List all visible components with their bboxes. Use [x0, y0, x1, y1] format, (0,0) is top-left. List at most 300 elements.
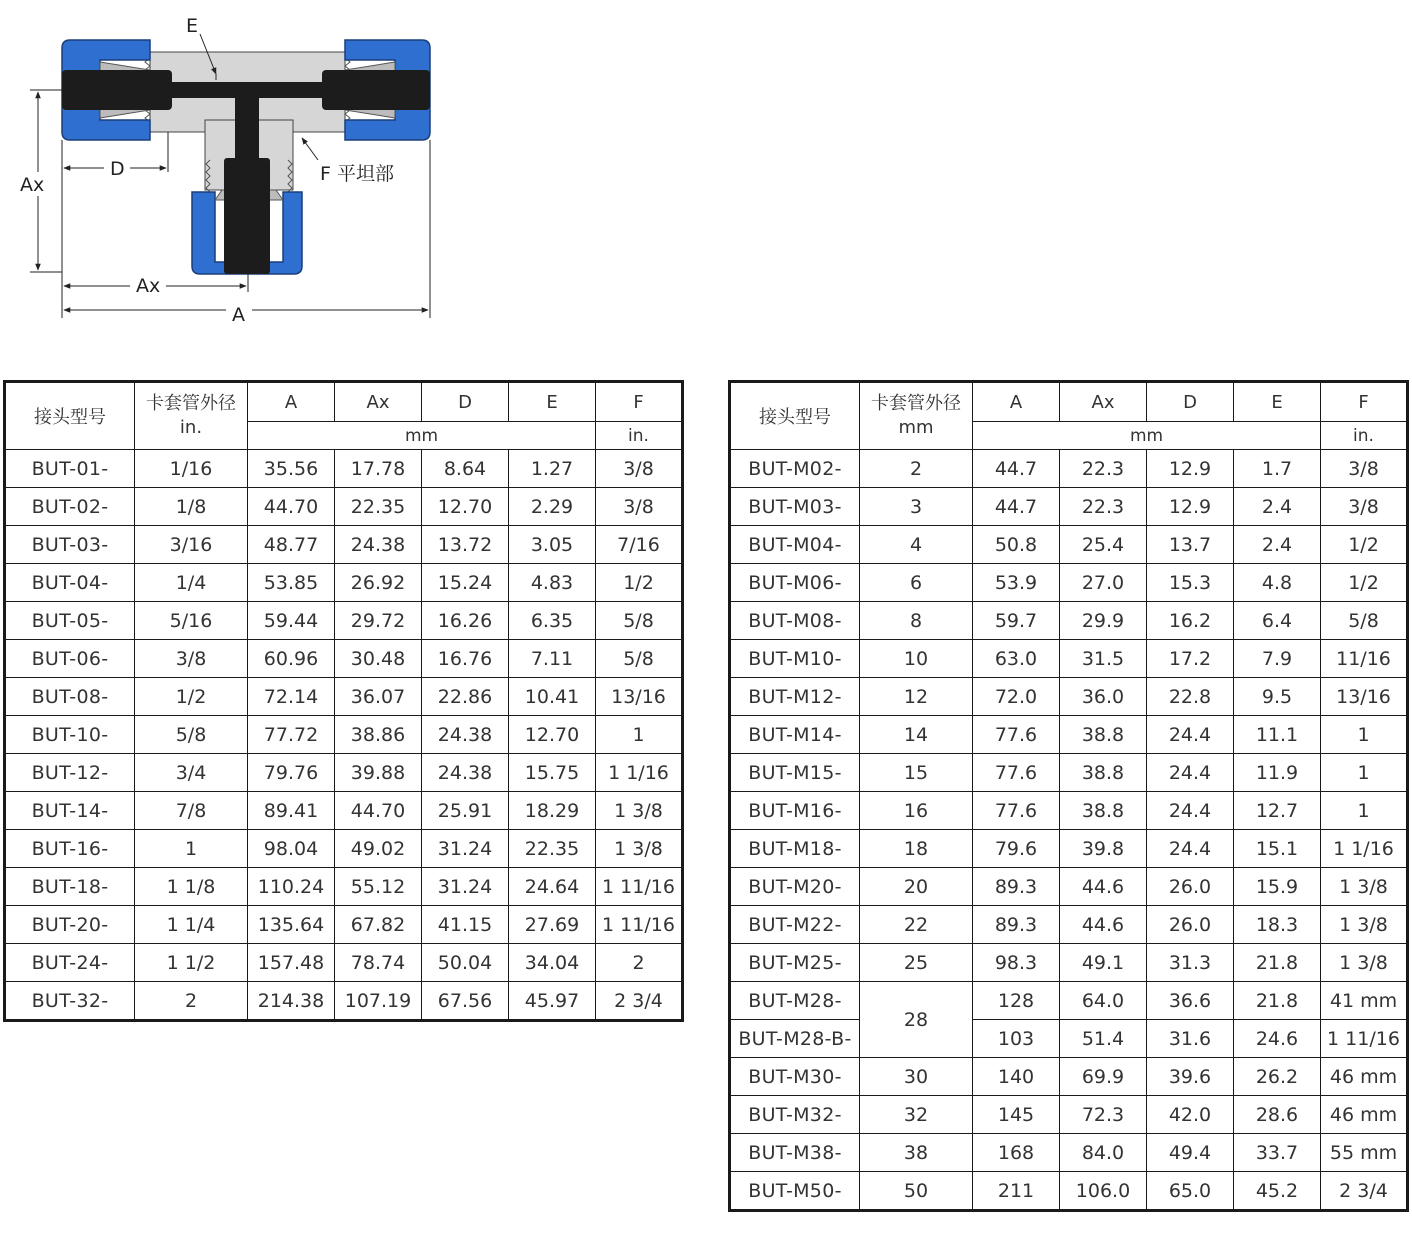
cell-e: 15.9 — [1234, 868, 1321, 906]
cell-d: 24.38 — [422, 754, 509, 792]
table-row — [730, 792, 1408, 830]
cell-e: 4.83 — [509, 564, 596, 602]
cell-ax: 44.6 — [1060, 906, 1147, 944]
cell-ax: 29.72 — [335, 602, 422, 640]
cell-d: 42.0 — [1147, 1096, 1234, 1134]
cell-model: BUT-01- — [5, 450, 135, 488]
cell-tube-od: 2 — [135, 982, 248, 1021]
cell-model: BUT-14- — [5, 792, 135, 830]
cell-a: 77.6 — [973, 792, 1060, 830]
cell-ax: 30.48 — [335, 640, 422, 678]
table-row — [5, 488, 683, 526]
cell-ax: 64.0 — [1060, 982, 1147, 1020]
cell-f: 1 3/8 — [1321, 906, 1408, 944]
table-row — [730, 868, 1408, 906]
cell-f: 1 1/16 — [596, 754, 683, 792]
table-row — [5, 982, 683, 1021]
cell-f: 46 mm — [1321, 1058, 1408, 1096]
cell-model: BUT-16- — [5, 830, 135, 868]
cell-tube-od: 1/4 — [135, 564, 248, 602]
cell-model: BUT-M22- — [730, 906, 860, 944]
table-row — [730, 716, 1408, 754]
cell-f: 1 11/16 — [1321, 1020, 1408, 1058]
table-row — [5, 564, 683, 602]
cell-tube-od: 3/16 — [135, 526, 248, 564]
cell-e: 21.8 — [1234, 982, 1321, 1020]
header-col-a: A — [248, 382, 335, 422]
cell-model: BUT-M25- — [730, 944, 860, 982]
cell-tube-od: 20 — [860, 868, 973, 906]
cell-model: BUT-10- — [5, 716, 135, 754]
cell-d: 15.3 — [1147, 564, 1234, 602]
cell-ax: 22.3 — [1060, 450, 1147, 488]
cell-model: BUT-M02- — [730, 450, 860, 488]
cell-f: 1 — [1321, 716, 1408, 754]
table-row — [5, 868, 683, 906]
cell-tube-od: 5/8 — [135, 716, 248, 754]
cell-e: 22.35 — [509, 830, 596, 868]
cell-f: 1 1/16 — [1321, 830, 1408, 868]
cell-e: 15.1 — [1234, 830, 1321, 868]
cell-ax: 38.8 — [1060, 716, 1147, 754]
cell-f: 1 11/16 — [596, 868, 683, 906]
cell-f: 5/8 — [596, 602, 683, 640]
cell-tube-od: 16 — [860, 792, 973, 830]
table-row — [5, 754, 683, 792]
header-tube-od-unit: in. — [179, 417, 203, 438]
cell-tube-od: 18 — [860, 830, 973, 868]
header-col-a: A — [973, 382, 1060, 422]
cell-a: 89.3 — [973, 906, 1060, 944]
cell-a: 79.6 — [973, 830, 1060, 868]
cell-e: 12.70 — [509, 716, 596, 754]
header-col-e: E — [509, 382, 596, 422]
cell-ax: 22.3 — [1060, 488, 1147, 526]
cell-f: 13/16 — [1321, 678, 1408, 716]
cell-d: 24.4 — [1147, 830, 1234, 868]
cell-a: 77.6 — [973, 716, 1060, 754]
cell-f: 7/16 — [596, 526, 683, 564]
cell-d: 24.38 — [422, 716, 509, 754]
cell-tube-od: 4 — [860, 526, 973, 564]
header-model: 接头型号 — [730, 382, 860, 450]
table-row — [730, 1096, 1408, 1134]
cell-e: 1.7 — [1234, 450, 1321, 488]
cell-ax: 72.3 — [1060, 1096, 1147, 1134]
header-col-ax: Ax — [335, 382, 422, 422]
cell-tube-od: 1/8 — [135, 488, 248, 526]
header-unit-mm: mm — [973, 422, 1321, 450]
cell-model: BUT-04- — [5, 564, 135, 602]
cell-e: 11.1 — [1234, 716, 1321, 754]
cell-model: BUT-12- — [5, 754, 135, 792]
cell-ax: 38.8 — [1060, 754, 1147, 792]
cell-a: 98.3 — [973, 944, 1060, 982]
cell-model: BUT-M28- — [730, 982, 860, 1020]
table-row — [730, 1172, 1408, 1211]
cell-a: 135.64 — [248, 906, 335, 944]
cell-f: 1/2 — [1321, 526, 1408, 564]
cell-ax: 49.02 — [335, 830, 422, 868]
cell-e: 10.41 — [509, 678, 596, 716]
tee-fitting-cross-section-diagram — [0, 0, 470, 330]
cell-a: 77.72 — [248, 716, 335, 754]
cell-f: 1 11/16 — [596, 906, 683, 944]
cell-tube-od: 3 — [860, 488, 973, 526]
cell-a: 157.48 — [248, 944, 335, 982]
cell-a: 79.76 — [248, 754, 335, 792]
cell-tube-od: 1 1/2 — [135, 944, 248, 982]
table-row — [730, 602, 1408, 640]
cell-ax: 39.88 — [335, 754, 422, 792]
cell-model: BUT-M15- — [730, 754, 860, 792]
cell-a: 44.7 — [973, 450, 1060, 488]
cell-ax: 84.0 — [1060, 1134, 1147, 1172]
cell-tube-od: 7/8 — [135, 792, 248, 830]
cell-f: 3/8 — [1321, 488, 1408, 526]
cell-tube-od: 50 — [860, 1172, 973, 1211]
cell-model: BUT-M20- — [730, 868, 860, 906]
cell-d: 13.7 — [1147, 526, 1234, 564]
cell-ax: 67.82 — [335, 906, 422, 944]
cell-f: 1/2 — [596, 564, 683, 602]
cell-f: 5/8 — [596, 640, 683, 678]
metric-table-body — [730, 382, 1408, 1211]
cell-a: 214.38 — [248, 982, 335, 1021]
cell-model: BUT-03- — [5, 526, 135, 564]
cell-e: 9.5 — [1234, 678, 1321, 716]
cell-ax: 36.0 — [1060, 678, 1147, 716]
table-row — [5, 830, 683, 868]
cell-e: 15.75 — [509, 754, 596, 792]
header-col-d: D — [422, 382, 509, 422]
header-tube-od-unit: mm — [898, 417, 934, 438]
cell-f: 1 3/8 — [1321, 868, 1408, 906]
cell-f: 3/8 — [596, 488, 683, 526]
cell-a: 44.70 — [248, 488, 335, 526]
cell-a: 89.41 — [248, 792, 335, 830]
cell-a: 60.96 — [248, 640, 335, 678]
cell-ax: 51.4 — [1060, 1020, 1147, 1058]
cell-tube-od: 15 — [860, 754, 973, 792]
header-col-f: F — [596, 382, 683, 422]
table-row — [730, 1134, 1408, 1172]
cell-a: 140 — [973, 1058, 1060, 1096]
cell-tube-od: 32 — [860, 1096, 973, 1134]
header-tube-od — [860, 382, 973, 450]
table-row — [5, 602, 683, 640]
table-row — [730, 830, 1408, 868]
cell-e: 6.4 — [1234, 602, 1321, 640]
cell-d: 22.8 — [1147, 678, 1234, 716]
header-tube-od-label: 卡套管外径 — [146, 393, 236, 414]
cell-d: 39.6 — [1147, 1058, 1234, 1096]
cell-e: 2.4 — [1234, 526, 1321, 564]
cell-e: 34.04 — [509, 944, 596, 982]
cell-d: 12.9 — [1147, 450, 1234, 488]
cell-e: 28.6 — [1234, 1096, 1321, 1134]
cell-f: 1 3/8 — [596, 830, 683, 868]
cell-d: 26.0 — [1147, 906, 1234, 944]
cell-e: 7.11 — [509, 640, 596, 678]
cell-ax: 22.35 — [335, 488, 422, 526]
header-tube-od — [135, 382, 248, 450]
cell-d: 22.86 — [422, 678, 509, 716]
cell-f: 1/2 — [1321, 564, 1408, 602]
cell-e: 18.3 — [1234, 906, 1321, 944]
cell-f: 5/8 — [1321, 602, 1408, 640]
cell-e: 18.29 — [509, 792, 596, 830]
cell-tube-od: 5/16 — [135, 602, 248, 640]
table-row — [5, 678, 683, 716]
cell-f: 3/8 — [1321, 450, 1408, 488]
cell-a: 63.0 — [973, 640, 1060, 678]
cell-a: 110.24 — [248, 868, 335, 906]
cell-ax: 106.0 — [1060, 1172, 1147, 1211]
cell-d: 17.2 — [1147, 640, 1234, 678]
cell-e: 45.2 — [1234, 1172, 1321, 1211]
cell-f: 1 — [1321, 754, 1408, 792]
cell-model: BUT-18- — [5, 868, 135, 906]
cell-d: 12.70 — [422, 488, 509, 526]
header-tube-od-label: 卡套管外径 — [871, 393, 961, 414]
cell-e: 33.7 — [1234, 1134, 1321, 1172]
cell-d: 25.91 — [422, 792, 509, 830]
cell-d: 8.64 — [422, 450, 509, 488]
cell-d: 31.24 — [422, 868, 509, 906]
cell-tube-od: 6 — [860, 564, 973, 602]
cell-model: BUT-M16- — [730, 792, 860, 830]
cell-model: BUT-M08- — [730, 602, 860, 640]
cell-d: 24.4 — [1147, 792, 1234, 830]
cell-ax: 17.78 — [335, 450, 422, 488]
cell-f: 2 — [596, 944, 683, 982]
cell-tube-od: 1 — [135, 830, 248, 868]
cell-ax: 107.19 — [335, 982, 422, 1021]
cell-d: 31.3 — [1147, 944, 1234, 982]
cell-tube-od: 14 — [860, 716, 973, 754]
cell-d: 26.0 — [1147, 868, 1234, 906]
cell-e: 45.97 — [509, 982, 596, 1021]
cell-model: BUT-M30- — [730, 1058, 860, 1096]
cell-f: 2 3/4 — [596, 982, 683, 1021]
cell-f: 11/16 — [1321, 640, 1408, 678]
cell-model: BUT-02- — [5, 488, 135, 526]
cell-a: 72.14 — [248, 678, 335, 716]
cell-ax: 55.12 — [335, 868, 422, 906]
cell-tube-od: 1/16 — [135, 450, 248, 488]
cell-tube-od: 1 1/8 — [135, 868, 248, 906]
cell-model: BUT-32- — [5, 982, 135, 1021]
cell-e: 2.29 — [509, 488, 596, 526]
table-row — [730, 906, 1408, 944]
cell-a: 44.7 — [973, 488, 1060, 526]
table-row — [5, 906, 683, 944]
table-row — [730, 944, 1408, 982]
cell-model: BUT-M28-B- — [730, 1020, 860, 1058]
cell-tube-od: 1/2 — [135, 678, 248, 716]
table-row — [5, 792, 683, 830]
table-row — [730, 982, 1408, 1020]
cell-f: 1 3/8 — [1321, 944, 1408, 982]
table-row — [730, 1020, 1408, 1058]
table-row — [5, 526, 683, 564]
table-row — [730, 640, 1408, 678]
cell-ax: 38.86 — [335, 716, 422, 754]
cell-ax: 78.74 — [335, 944, 422, 982]
cell-d: 24.4 — [1147, 716, 1234, 754]
cell-tube-od: 25 — [860, 944, 973, 982]
header-col-e: E — [1234, 382, 1321, 422]
cell-a: 145 — [973, 1096, 1060, 1134]
cell-model: BUT-05- — [5, 602, 135, 640]
cell-model: BUT-M12- — [730, 678, 860, 716]
table-row — [730, 526, 1408, 564]
cell-e: 21.8 — [1234, 944, 1321, 982]
cell-d: 16.26 — [422, 602, 509, 640]
cell-a: 168 — [973, 1134, 1060, 1172]
cell-ax: 36.07 — [335, 678, 422, 716]
cell-e: 6.35 — [509, 602, 596, 640]
cell-a: 35.56 — [248, 450, 335, 488]
header-col-f: F — [1321, 382, 1408, 422]
label-ax-horizontal: Ax — [136, 275, 161, 297]
cell-d: 65.0 — [1147, 1172, 1234, 1211]
table-row — [730, 488, 1408, 526]
cell-model: BUT-M06- — [730, 564, 860, 602]
cell-e: 26.2 — [1234, 1058, 1321, 1096]
cell-ax: 26.92 — [335, 564, 422, 602]
header-model: 接头型号 — [5, 382, 135, 450]
cell-tube-od: 2 — [860, 450, 973, 488]
label-a: A — [232, 304, 245, 326]
cell-model: BUT-24- — [5, 944, 135, 982]
cell-ax: 69.9 — [1060, 1058, 1147, 1096]
cell-d: 36.6 — [1147, 982, 1234, 1020]
table-row — [5, 716, 683, 754]
cell-model: BUT-08- — [5, 678, 135, 716]
label-e: E — [186, 15, 199, 37]
cell-tube-od: 12 — [860, 678, 973, 716]
table-row — [730, 564, 1408, 602]
cell-ax: 24.38 — [335, 526, 422, 564]
table-row — [730, 1058, 1408, 1096]
cell-tube-od: 28 — [860, 982, 973, 1058]
cell-model: BUT-M14- — [730, 716, 860, 754]
cell-d: 67.56 — [422, 982, 509, 1021]
cell-a: 53.9 — [973, 564, 1060, 602]
cell-d: 50.04 — [422, 944, 509, 982]
cell-model: BUT-M03- — [730, 488, 860, 526]
header-unit-f: in. — [596, 422, 683, 450]
header-unit-f: in. — [1321, 422, 1408, 450]
header-col-d: D — [1147, 382, 1234, 422]
cell-f: 2 3/4 — [1321, 1172, 1408, 1211]
cell-d: 49.4 — [1147, 1134, 1234, 1172]
cell-tube-od: 8 — [860, 602, 973, 640]
table-row — [730, 754, 1408, 792]
cell-ax: 31.5 — [1060, 640, 1147, 678]
cell-a: 77.6 — [973, 754, 1060, 792]
cell-e: 24.64 — [509, 868, 596, 906]
cell-tube-od: 1 1/4 — [135, 906, 248, 944]
cell-f: 1 3/8 — [596, 792, 683, 830]
cell-ax: 49.1 — [1060, 944, 1147, 982]
cell-model: BUT-M18- — [730, 830, 860, 868]
cell-a: 211 — [973, 1172, 1060, 1211]
cell-e: 3.05 — [509, 526, 596, 564]
cell-e: 12.7 — [1234, 792, 1321, 830]
cell-d: 41.15 — [422, 906, 509, 944]
metric-dimensions-table — [728, 380, 1409, 1212]
cell-tube-od: 3/4 — [135, 754, 248, 792]
cell-model: BUT-M10- — [730, 640, 860, 678]
cell-e: 24.6 — [1234, 1020, 1321, 1058]
cell-ax: 39.8 — [1060, 830, 1147, 868]
cell-ax: 27.0 — [1060, 564, 1147, 602]
cell-a: 50.8 — [973, 526, 1060, 564]
table-row — [5, 450, 683, 488]
cell-e: 4.8 — [1234, 564, 1321, 602]
cell-f: 1 — [596, 716, 683, 754]
cell-d: 16.76 — [422, 640, 509, 678]
cell-f: 13/16 — [596, 678, 683, 716]
table-row — [5, 640, 683, 678]
header-unit-mm: mm — [248, 422, 596, 450]
label-f-flat: F 平坦部 — [320, 163, 394, 185]
cell-tube-od: 10 — [860, 640, 973, 678]
cell-d: 13.72 — [422, 526, 509, 564]
cell-ax: 44.70 — [335, 792, 422, 830]
table-row — [5, 944, 683, 982]
cell-a: 72.0 — [973, 678, 1060, 716]
cell-ax: 38.8 — [1060, 792, 1147, 830]
cell-ax: 25.4 — [1060, 526, 1147, 564]
cell-d: 31.6 — [1147, 1020, 1234, 1058]
cell-tube-od: 3/8 — [135, 640, 248, 678]
cell-model: BUT-M50- — [730, 1172, 860, 1211]
cell-e: 11.9 — [1234, 754, 1321, 792]
cell-e: 27.69 — [509, 906, 596, 944]
cell-a: 98.04 — [248, 830, 335, 868]
cell-tube-od: 30 — [860, 1058, 973, 1096]
cell-a: 59.7 — [973, 602, 1060, 640]
cell-model: BUT-06- — [5, 640, 135, 678]
table-row — [730, 678, 1408, 716]
cell-d: 12.9 — [1147, 488, 1234, 526]
cell-a: 48.77 — [248, 526, 335, 564]
cell-a: 59.44 — [248, 602, 335, 640]
inch-dimensions-table — [3, 380, 684, 1022]
inch-table-body — [5, 382, 683, 1021]
label-ax-vertical: Ax — [20, 174, 45, 196]
cell-model: BUT-M04- — [730, 526, 860, 564]
cell-model: BUT-20- — [5, 906, 135, 944]
cell-a: 89.3 — [973, 868, 1060, 906]
cell-a: 128 — [973, 982, 1060, 1020]
cell-model: BUT-M38- — [730, 1134, 860, 1172]
cell-a: 103 — [973, 1020, 1060, 1058]
cell-ax: 44.6 — [1060, 868, 1147, 906]
cell-f: 55 mm — [1321, 1134, 1408, 1172]
header-col-ax: Ax — [1060, 382, 1147, 422]
cell-f: 1 — [1321, 792, 1408, 830]
cell-d: 31.24 — [422, 830, 509, 868]
cell-tube-od: 22 — [860, 906, 973, 944]
cell-tube-od: 38 — [860, 1134, 973, 1172]
cell-f: 46 mm — [1321, 1096, 1408, 1134]
cell-d: 15.24 — [422, 564, 509, 602]
